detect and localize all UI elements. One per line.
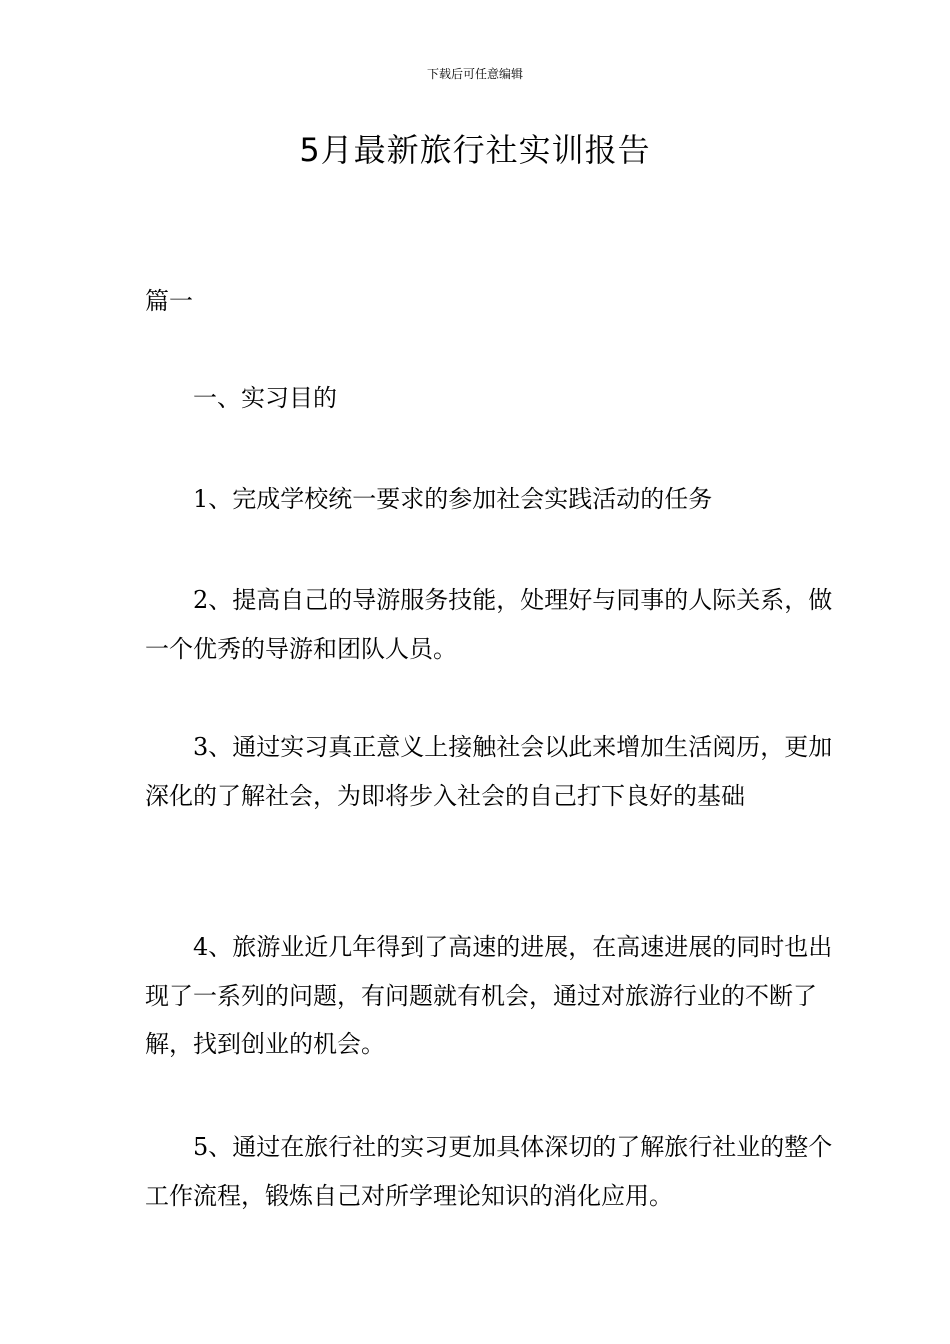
list-item-3: 3、通过实习真正意义上接触社会以此来增加生活阅历，更加深化的了解社会，为即将步入社会的自己打下良好的基础 <box>145 733 833 810</box>
list-item-1: 1、完成学校统一要求的参加社会实践活动的任务 <box>193 485 713 513</box>
list-item-2: 2、提高自己的导游服务技能，处理好与同事的人际关系，做一个优秀的导游和团队人员。 <box>145 586 833 663</box>
list-item-5: 5、通过在旅行社的实习更加具体深切的了解旅行社业的整个工作流程，锻炼自己对所学理论知识的消化应用。 <box>145 1133 833 1210</box>
section-heading: 一、实习目的 <box>193 384 337 412</box>
page-header-note: 下载后可任意编辑 <box>426 67 523 81</box>
part-label: 篇一 <box>145 287 193 315</box>
list-item-4: 4、旅游业近几年得到了高速的进展，在高速进展的同时也出现了一系列的问题，有问题就有机会，通过对旅游行业的不断了解，找到创业的机会。 <box>145 933 833 1058</box>
document-title: 5月最新旅行社实训报告 <box>299 131 651 169</box>
